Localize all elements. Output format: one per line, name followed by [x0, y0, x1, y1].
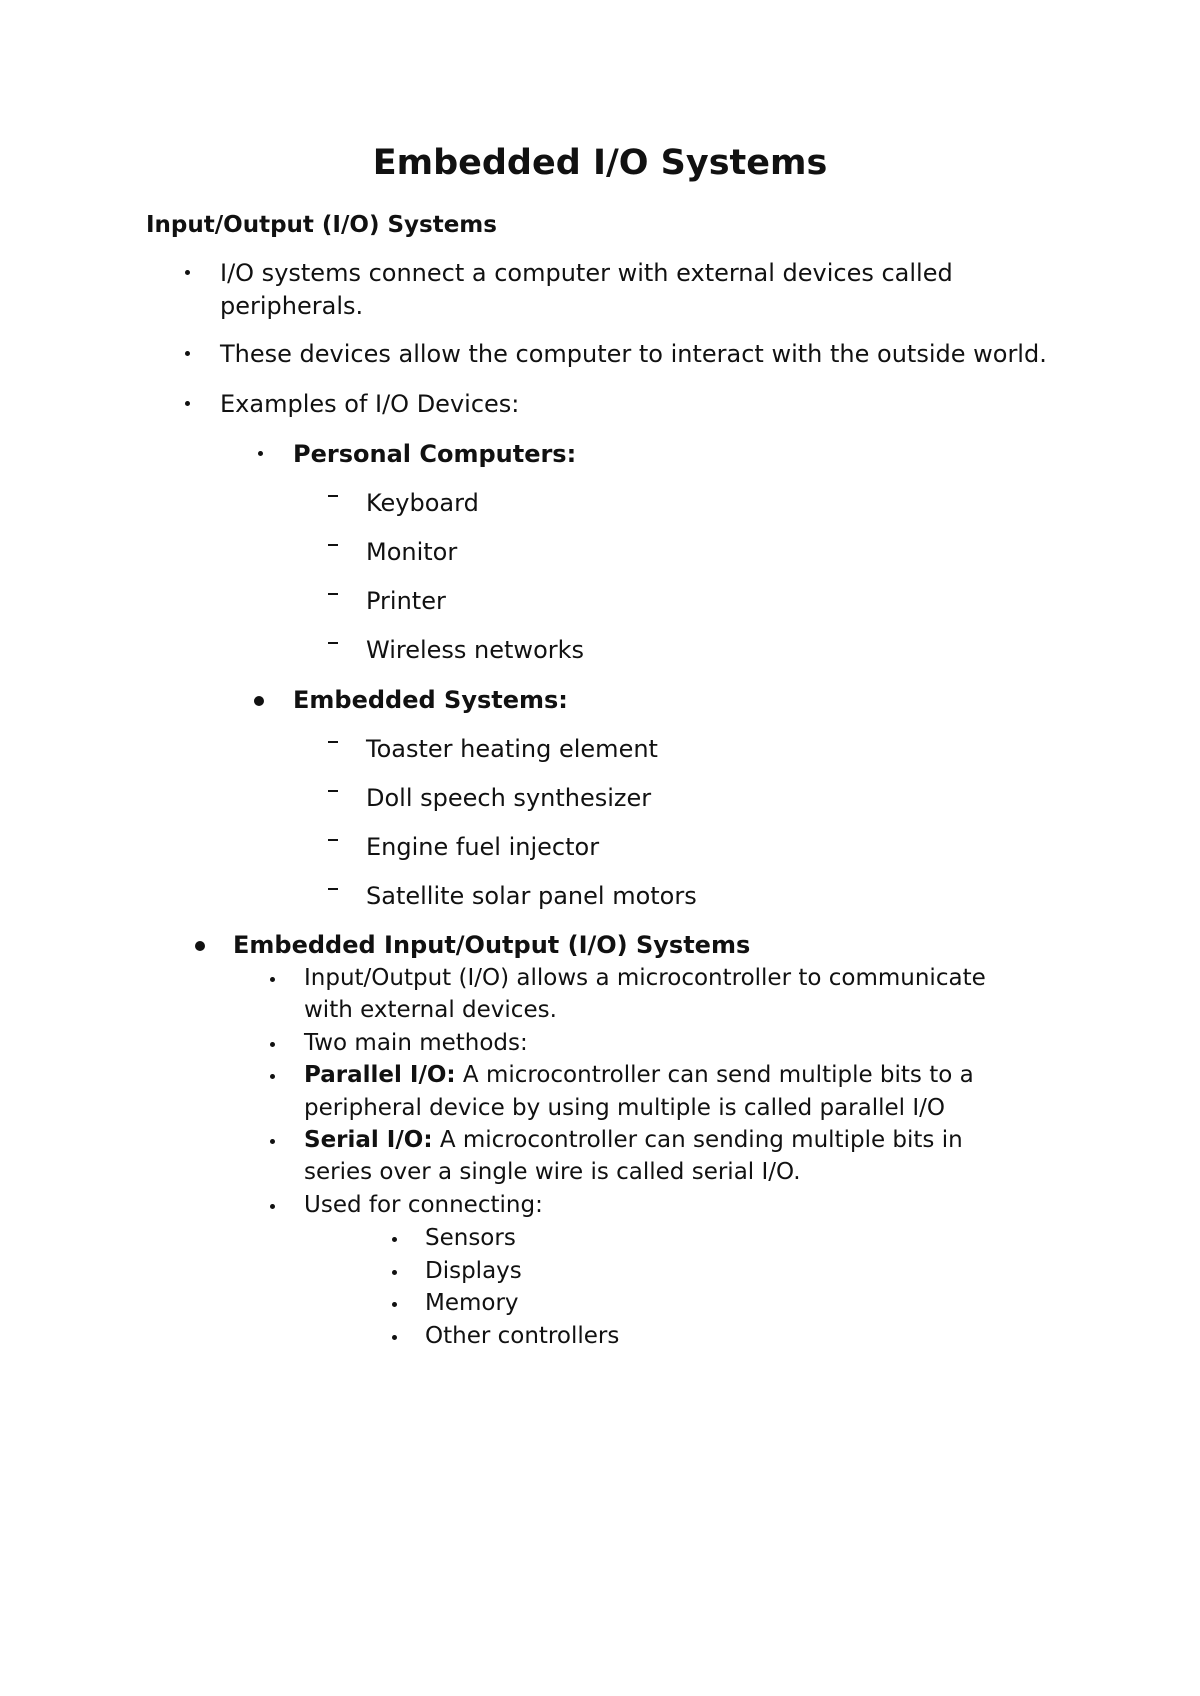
bullet-text-continuation: peripherals. — [220, 292, 364, 320]
bullet-text: These devices allow the computer to interact with the outside world. — [220, 340, 1047, 368]
dash-marker — [328, 790, 338, 792]
bullet-dot — [270, 977, 275, 982]
section-heading-io-systems: Input/Output (I/O) Systems — [146, 212, 497, 238]
list-item: Toaster heating element — [366, 735, 658, 763]
bullet-dot — [185, 351, 190, 356]
term-parallel-io: Parallel I/O: — [304, 1062, 456, 1088]
bullet-dot — [270, 1139, 275, 1144]
subheading-personal-computers: Personal Computers: — [293, 440, 577, 468]
list-item: Printer — [366, 587, 446, 615]
bullet-dot — [258, 451, 263, 456]
bullet-dot — [195, 941, 205, 951]
dash-marker — [328, 593, 338, 595]
list-item: Memory — [425, 1290, 519, 1316]
bullet-text: Examples of I/O Devices: — [220, 390, 520, 418]
bullet-text: Input/Output (I/O) allows a microcontroller to communicate — [304, 965, 986, 991]
bullet-text-continuation: peripheral device by using multiple is called parallel I/O — [304, 1095, 946, 1121]
bullet-text — [304, 1124, 963, 1156]
list-item: Engine fuel injector — [366, 833, 600, 861]
bullet-dot — [392, 1302, 397, 1307]
bullet-dot — [185, 270, 190, 275]
bullet-text-continuation: with external devices. — [304, 997, 557, 1023]
dash-marker — [328, 888, 338, 890]
bullet-dot — [185, 401, 190, 406]
bullet-dot — [254, 696, 264, 706]
term-serial-io: Serial I/O: — [304, 1127, 433, 1153]
list-item: Doll speech synthesizer — [366, 784, 652, 812]
dash-marker — [328, 839, 338, 841]
definition-parallel-io: A microcontroller can send multiple bits to a — [455, 1062, 974, 1088]
bullet-text: Two main methods: — [304, 1030, 528, 1056]
list-item: Monitor — [366, 538, 458, 566]
bullet-dot — [392, 1237, 397, 1242]
bullet-dot — [270, 1042, 275, 1047]
bullet-text: Used for connecting: — [304, 1192, 543, 1218]
bullet-dot — [392, 1335, 397, 1340]
dash-marker — [328, 544, 338, 546]
list-item: Keyboard — [366, 489, 479, 517]
list-item: Satellite solar panel motors — [366, 882, 697, 910]
list-item: Sensors — [425, 1225, 516, 1251]
bullet-text-continuation: series over a single wire is called serial I/O. — [304, 1159, 801, 1185]
dash-marker — [328, 741, 338, 743]
list-item: Other controllers — [425, 1323, 620, 1349]
subheading-embedded-systems: Embedded Systems: — [293, 686, 568, 714]
list-item: Displays — [425, 1258, 522, 1284]
bullet-dot — [392, 1270, 397, 1275]
bullet-text — [304, 1059, 974, 1091]
bullet-text: I/O systems connect a computer with external devices called — [220, 259, 953, 287]
definition-serial-io: A microcontroller can sending multiple bits in — [432, 1127, 963, 1153]
bullet-dot — [270, 1074, 275, 1079]
bullet-dot — [270, 1204, 275, 1209]
dash-marker — [328, 642, 338, 644]
document-title: Embedded I/O Systems — [372, 143, 828, 183]
dash-marker — [328, 495, 338, 497]
section-heading-embedded-io: Embedded Input/Output (I/O) Systems — [233, 931, 751, 959]
list-item: Wireless networks — [366, 636, 585, 664]
